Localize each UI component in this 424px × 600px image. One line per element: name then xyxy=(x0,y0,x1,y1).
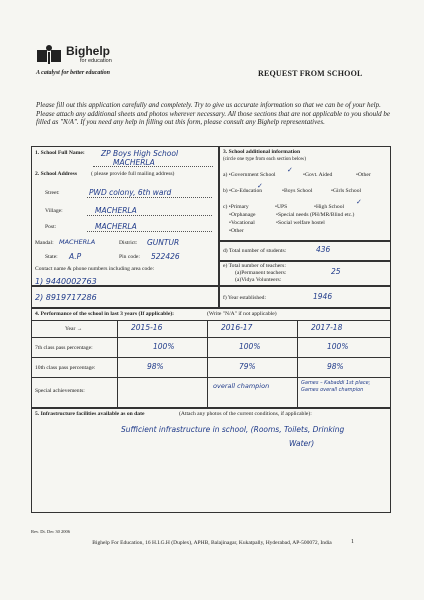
year-col-2[interactable]: 2016-17 xyxy=(221,323,253,332)
bighelp-logo-icon xyxy=(36,44,62,66)
students-label: d) Total number of students: xyxy=(223,248,287,254)
post-label: Post: xyxy=(45,224,57,230)
type-c-option-1[interactable]: c) •Primary xyxy=(223,204,249,210)
village-label: Village: xyxy=(45,208,63,214)
performance-table xyxy=(31,320,391,408)
section-infrastructure xyxy=(31,408,391,513)
class10-col-1[interactable]: 98% xyxy=(147,362,164,371)
class7-col-1[interactable]: 100% xyxy=(153,342,175,351)
additional-info-label: 3. School additional information xyxy=(223,149,301,155)
class10-col-3[interactable]: 98% xyxy=(327,362,344,371)
class7-col-3[interactable]: 100% xyxy=(327,342,349,351)
school-name-value-line2[interactable]: MACHERLA xyxy=(113,158,155,167)
address-label-note: ( please provide full mailing address) xyxy=(91,171,175,177)
teachers-label: e) Total number of teachers: xyxy=(223,263,286,269)
district-value[interactable]: GUNTUR xyxy=(147,238,180,247)
school-name-label: 1. School Full Name: xyxy=(35,150,85,156)
mandal-label: Mandal: xyxy=(35,240,54,246)
village-value[interactable]: MACHERLA xyxy=(95,206,137,215)
permanent-teachers-value[interactable]: 25 xyxy=(331,267,341,276)
phone-1[interactable]: 1) 9440002763 xyxy=(35,277,97,286)
type-b-option-1[interactable]: b) •Co-Education xyxy=(223,188,263,194)
check-mark-icon: ✓ xyxy=(257,182,263,190)
state-label: State: xyxy=(45,254,58,260)
additional-info-note: (circle one type from each section below) xyxy=(223,157,307,162)
year-col-3[interactable]: 2017-18 xyxy=(311,323,343,332)
form-title: REQUEST FROM SCHOOL xyxy=(258,69,363,78)
brand-subtitle: for education xyxy=(80,58,112,64)
type-a-option-3[interactable]: •Other xyxy=(356,172,371,178)
village-underline xyxy=(87,215,212,216)
year-col-1[interactable]: 2015-16 xyxy=(131,323,163,332)
type-a-option-2[interactable]: •Govt. Aided xyxy=(303,172,333,178)
type-c-option-4[interactable]: •Orphanage xyxy=(229,212,256,218)
class10-col-2[interactable]: 79% xyxy=(239,362,256,371)
year-header: Year → xyxy=(65,326,83,332)
footer-address: Bighelp For Education, 16 H.I.G.H (Duplex), APHB, Balajinagar, Kukatpally, Hyderabad, AP-500072, India xyxy=(92,540,332,546)
type-c-option-3[interactable]: •High School xyxy=(314,204,345,210)
special-achievements-label: Special achievements: xyxy=(35,388,85,394)
mandal-value[interactable]: MACHERLA xyxy=(59,238,96,246)
infrastructure-value[interactable]: Sufficient infrastructure in school, (Rooms, Toilets, Drinking xyxy=(121,425,345,434)
type-c-option-8[interactable]: •Other xyxy=(229,228,244,234)
special-col-3[interactable]: Games – Kabaddi 1st place; Games overall champion xyxy=(301,380,371,393)
type-c-option-5[interactable]: •Special needs (PH/MR/Blind etc.) xyxy=(276,212,355,218)
infrastructure-label: 5. Infrastructure facilities available as on date xyxy=(35,411,145,417)
address-label: 2. School Address xyxy=(35,171,78,177)
infrastructure-value-line2[interactable]: Water) xyxy=(289,439,315,448)
performance-note: (Write "N/A" if not applicable) xyxy=(207,311,277,317)
post-underline xyxy=(87,231,212,232)
students-value[interactable]: 436 xyxy=(316,245,331,254)
street-value[interactable]: PWD colony, 6th ward xyxy=(89,188,172,197)
form-grid xyxy=(31,146,391,513)
street-underline xyxy=(87,197,212,198)
brand-name: Bighelp xyxy=(66,44,110,58)
type-a-option-1[interactable]: a) •Government School xyxy=(223,172,276,178)
section-school-details xyxy=(31,146,219,286)
tagline: A catalyst for better education xyxy=(36,70,110,76)
revision-date: Rev. Dt. Dec 30 2006 xyxy=(31,529,70,534)
special-col-2[interactable]: overall champion xyxy=(213,382,270,390)
school-name-value[interactable]: ZP Boys High School xyxy=(101,149,179,158)
contact-label: Contact name & phone numbers including area code: xyxy=(35,266,155,272)
phone-2[interactable]: 2) 8919717286 xyxy=(35,293,97,302)
type-c-option-6[interactable]: •Vocational xyxy=(229,220,255,226)
year-established-label: f) Year established: xyxy=(223,295,267,301)
pin-value[interactable]: 522426 xyxy=(151,252,180,261)
type-c-option-2[interactable]: •UPS xyxy=(275,204,288,210)
state-value[interactable]: A.P xyxy=(69,252,82,261)
permanent-teachers-label: (a)Permanent teachers: xyxy=(235,270,287,276)
district-label: District: xyxy=(119,240,138,246)
school-name-underline xyxy=(93,166,213,167)
volunteers-label: (a)Vidya Volunteers: xyxy=(235,277,282,283)
year-established-value[interactable]: 1946 xyxy=(313,292,333,301)
check-mark-icon: ✓ xyxy=(356,198,362,206)
performance-label: 4. Performance of the school in last 3 years (If applicable): xyxy=(35,311,175,317)
pin-label: Pin code: xyxy=(119,254,140,260)
page-number: 1 xyxy=(351,539,354,545)
type-b-option-3[interactable]: •Girls School xyxy=(331,188,362,194)
type-c-option-7[interactable]: •Social welfare hostel xyxy=(276,220,325,226)
check-mark-icon: ✓ xyxy=(287,166,293,174)
infrastructure-note: (Attach any photos of the current conditions, if applicable): xyxy=(179,411,312,417)
class7-label: 7th class pass percentage: xyxy=(35,345,93,351)
type-b-option-2[interactable]: •Boys School xyxy=(282,188,313,194)
intro-paragraph: Please fill out this application carefully and completely. Try to give us accurate information so that we can be of your help. Please attach any additional sheets and photos wherever necessary. All those sections that are not applicable to you should be filled as "N/A". If you need any help in filling out this form, please consult any Bighelp representatives. xyxy=(36,101,390,126)
post-value[interactable]: MACHERLA xyxy=(95,222,137,231)
class10-label: 10th class pass percentage: xyxy=(35,365,96,371)
class7-col-2[interactable]: 100% xyxy=(239,342,261,351)
street-label: Street: xyxy=(45,190,60,196)
